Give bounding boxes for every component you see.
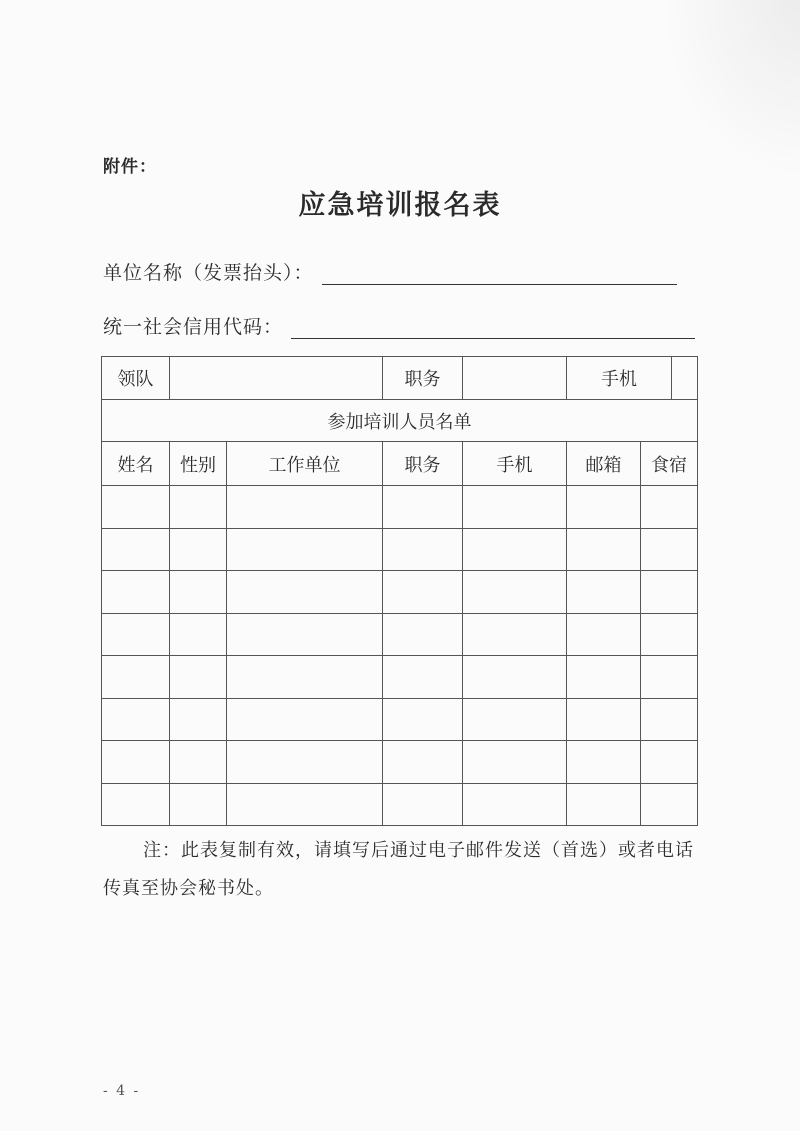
table-cell-gender[interactable] (170, 486, 227, 529)
leader-phone-cell[interactable] (672, 357, 697, 399)
table-cell-accommodation[interactable] (641, 528, 698, 571)
table-cell-work-unit[interactable] (227, 486, 383, 529)
table-cell-accommodation[interactable] (641, 656, 698, 699)
table-cell-phone[interactable] (463, 783, 567, 826)
leader-position-label: 职务 (383, 357, 463, 400)
column-header-email: 邮箱 (567, 442, 641, 486)
leader-label: 领队 (102, 357, 170, 400)
table-cell-work-unit[interactable] (227, 528, 383, 571)
column-header-position: 职务 (383, 442, 463, 486)
table-cell-phone[interactable] (463, 571, 567, 614)
table-cell-phone[interactable] (463, 741, 567, 784)
table-cell-name[interactable] (102, 698, 170, 741)
table-cell-work-unit[interactable] (227, 656, 383, 699)
table-cell-email[interactable] (567, 656, 641, 699)
table-cell-accommodation[interactable] (641, 783, 698, 826)
table-cell-name[interactable] (102, 783, 170, 826)
page-number: - 4 - (103, 1083, 141, 1099)
table-cell-name[interactable] (102, 741, 170, 784)
table-row (102, 528, 698, 571)
table-cell-accommodation[interactable] (641, 486, 698, 529)
form-title: 应急培训报名表 (298, 190, 502, 221)
table-cell-name[interactable] (102, 486, 170, 529)
table-cell-accommodation[interactable] (641, 741, 698, 784)
table-row (102, 613, 698, 656)
note-text: 注：此表复制有效，请填写后通过电子邮件发送（首选）或者电话传真至协会秘书处。 (103, 840, 694, 899)
table-cell-phone[interactable] (463, 528, 567, 571)
participants-section-title: 参加培训人员名单 (102, 400, 698, 442)
column-header-name: 姓名 (102, 442, 170, 486)
scan-shadow (660, 0, 800, 180)
table-cell-position[interactable] (383, 613, 463, 656)
table-cell-name[interactable] (102, 571, 170, 614)
table-cell-work-unit[interactable] (227, 741, 383, 784)
credit-code-label: 统一社会信用代码： (103, 316, 284, 338)
table-cell-position[interactable] (383, 741, 463, 784)
table-cell-gender[interactable] (170, 528, 227, 571)
table-cell-accommodation[interactable] (641, 698, 698, 741)
table-cell-email[interactable] (567, 783, 641, 826)
table-cell-phone[interactable] (463, 656, 567, 699)
table-cell-work-unit[interactable] (227, 613, 383, 656)
table-cell-phone[interactable] (463, 698, 567, 741)
section-row (102, 400, 698, 442)
leader-position-cell[interactable] (463, 357, 567, 400)
column-header-work-unit: 工作单位 (227, 442, 383, 486)
unit-name-label: 单位名称（发票抬头）： (103, 262, 314, 284)
table-cell-gender[interactable] (170, 783, 227, 826)
column-header-accommodation: 食宿 (641, 442, 698, 486)
table-cell-gender[interactable] (170, 613, 227, 656)
table-cell-email[interactable] (567, 571, 641, 614)
leader-phone-group (567, 357, 698, 400)
leader-row (102, 357, 698, 400)
attachment-label: 附件： (103, 157, 157, 177)
table-cell-phone[interactable] (463, 613, 567, 656)
table-cell-accommodation[interactable] (641, 571, 698, 614)
table-cell-phone[interactable] (463, 486, 567, 529)
table-cell-work-unit[interactable] (227, 571, 383, 614)
table-cell-position[interactable] (383, 528, 463, 571)
table-cell-position[interactable] (383, 783, 463, 826)
unit-name-input-line[interactable] (322, 262, 677, 285)
table-row (102, 486, 698, 529)
table-cell-email[interactable] (567, 528, 641, 571)
table-cell-position[interactable] (383, 656, 463, 699)
table-cell-work-unit[interactable] (227, 698, 383, 741)
column-header-row (102, 442, 698, 486)
table-row (102, 783, 698, 826)
table-row (102, 571, 698, 614)
credit-code-input-line[interactable] (291, 316, 695, 339)
leader-phone-label: 手机 (567, 357, 672, 399)
registration-table (101, 356, 698, 826)
table-cell-gender[interactable] (170, 741, 227, 784)
unit-name-field (103, 258, 677, 285)
table-cell-email[interactable] (567, 486, 641, 529)
table-cell-gender[interactable] (170, 698, 227, 741)
table-cell-work-unit[interactable] (227, 783, 383, 826)
column-header-phone: 手机 (463, 442, 567, 486)
table-row (102, 698, 698, 741)
table-cell-name[interactable] (102, 613, 170, 656)
table-cell-name[interactable] (102, 528, 170, 571)
leader-cell[interactable] (170, 357, 383, 400)
table-row (102, 741, 698, 784)
column-header-gender: 性别 (170, 442, 227, 486)
table-cell-gender[interactable] (170, 656, 227, 699)
table-cell-position[interactable] (383, 571, 463, 614)
table-cell-email[interactable] (567, 741, 641, 784)
table-cell-gender[interactable] (170, 571, 227, 614)
table-row (102, 656, 698, 699)
table-cell-position[interactable] (383, 698, 463, 741)
table-cell-email[interactable] (567, 613, 641, 656)
table-cell-email[interactable] (567, 698, 641, 741)
credit-code-field (103, 312, 695, 339)
table-cell-accommodation[interactable] (641, 613, 698, 656)
table-cell-position[interactable] (383, 486, 463, 529)
table-cell-name[interactable] (102, 656, 170, 699)
